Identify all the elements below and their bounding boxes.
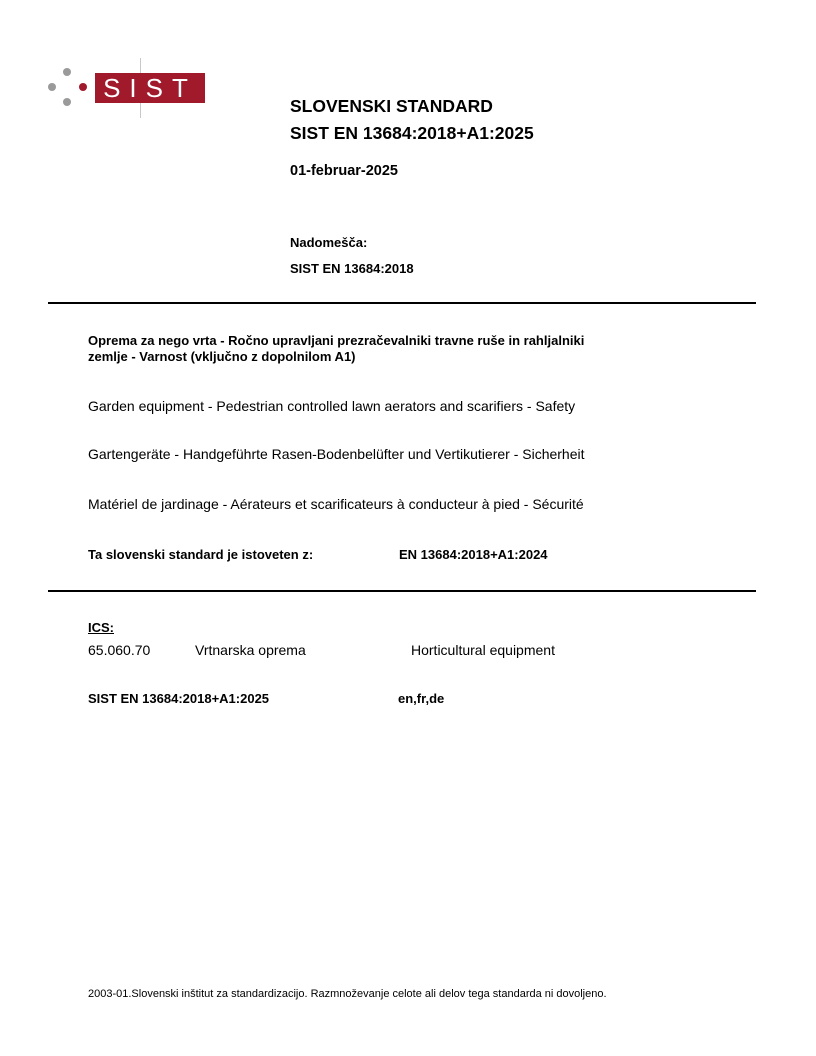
- ics-description-sl: Vrtnarska oprema: [195, 642, 306, 658]
- title-english: Garden equipment - Pedestrian controlled lawn aerators and scarifiers - Safety: [88, 398, 576, 414]
- title-slovenian-line2: zemlje - Varnost (vključno z dopolnilom A1): [88, 349, 356, 364]
- languages: en,fr,de: [398, 691, 445, 706]
- ics-label: ICS:: [88, 620, 114, 635]
- identical-label: Ta slovenski standard je istoveten z:: [88, 547, 314, 562]
- replaces-value: SIST EN 13684:2018: [290, 261, 414, 276]
- copyright-footer: 2003-01.Slovenski inštitut za standardizacijo. Razmnoževanje celote ali delov tega standarda ni dovoljeno.: [88, 988, 607, 1000]
- publication-date: 01-februar-2025: [290, 163, 398, 179]
- ics-code: 65.060.70: [88, 642, 151, 658]
- logo-dot-icon: [63, 68, 71, 76]
- divider-bottom: [48, 590, 756, 592]
- identical-value: EN 13684:2018+A1:2024: [399, 547, 548, 562]
- logo-dot-icon: [63, 98, 71, 106]
- divider-top: [48, 302, 756, 304]
- title-slovenian-line1: Oprema za nego vrta - Ročno upravljani prezračevalniki travne ruše in rahljalniki: [88, 333, 585, 348]
- standard-id: SIST EN 13684:2018+A1:2025: [88, 691, 270, 706]
- logo-dot-icon: [79, 83, 87, 91]
- replaces-label: Nadomešča:: [290, 235, 368, 250]
- title-german: Gartengeräte - Handgeführte Rasen-Bodenbelüfter und Vertikutierer - Sicherheit: [88, 446, 585, 462]
- logo-dot-icon: [48, 83, 56, 91]
- standard-type: SLOVENSKI STANDARD: [290, 96, 493, 116]
- standard-number: SIST EN 13684:2018+A1:2025: [290, 123, 534, 143]
- logo-wordmark: SIST: [95, 73, 205, 103]
- ics-description-en: Horticultural equipment: [411, 642, 555, 658]
- title-french: Matériel de jardinage - Aérateurs et scarificateurs à conducteur à pied - Sécurité: [88, 496, 584, 512]
